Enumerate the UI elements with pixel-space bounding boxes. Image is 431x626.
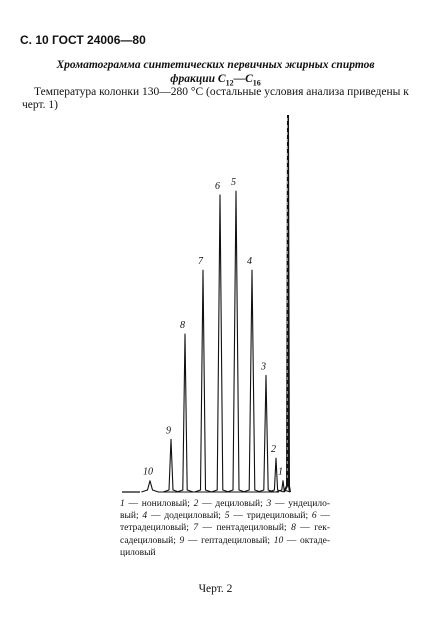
legend-text: — тридециловый; bbox=[229, 511, 312, 522]
peak-label-7: 7 bbox=[198, 256, 203, 268]
peak-10 bbox=[142, 481, 159, 492]
peak-label-9: 9 bbox=[166, 425, 171, 437]
peak-9 bbox=[163, 439, 179, 492]
peak-4 bbox=[243, 270, 261, 492]
legend-text: — додециловый; bbox=[147, 511, 225, 522]
peak-6 bbox=[211, 195, 229, 492]
legend-text: — октаде-циловый bbox=[120, 535, 330, 558]
legend-number: 3 bbox=[266, 499, 272, 509]
title-line-2-prefix: фракции С bbox=[170, 73, 226, 85]
legend-text: — тетрадециловый; bbox=[120, 511, 330, 534]
legend-number: 4 bbox=[142, 511, 148, 522]
peak-7 bbox=[195, 270, 212, 492]
legend-text: — нониловый; bbox=[124, 499, 194, 509]
page-header: С. 10 ГОСТ 24006—80 bbox=[20, 33, 146, 47]
legend-number: 5 bbox=[224, 511, 230, 522]
legend-number: 9 bbox=[179, 535, 185, 546]
peak-8 bbox=[177, 334, 193, 492]
peak-label-5: 5 bbox=[231, 177, 236, 189]
legend-text: — гек-садециловый; bbox=[120, 523, 330, 546]
title-sub-2: 16 bbox=[252, 78, 261, 88]
peak-label-2: 2 bbox=[271, 444, 276, 456]
legend-number: 1 bbox=[120, 499, 125, 509]
peak-label-10: 10 bbox=[143, 466, 153, 478]
title-dash: —С bbox=[233, 73, 253, 85]
title-line-1: Хроматограмма синтетических первичных жирных спиртов bbox=[56, 59, 375, 71]
legend-text: — ундецило-вый; bbox=[120, 499, 330, 522]
peak-label-8: 8 bbox=[180, 320, 185, 332]
legend-number: 6 bbox=[311, 511, 317, 522]
figure-label: Черт. 2 bbox=[198, 583, 233, 595]
peak-label-6: 6 bbox=[215, 180, 220, 192]
legend-number: 8 bbox=[291, 523, 296, 534]
peak-5 bbox=[227, 191, 245, 492]
peak-legend bbox=[120, 498, 330, 559]
peak-3 bbox=[258, 375, 274, 492]
legend-text: — гептадециловый; bbox=[184, 535, 274, 546]
legend-text: — дециловый; bbox=[198, 499, 267, 509]
title-sub-1: 12 bbox=[225, 78, 234, 88]
legend-number: 10 bbox=[273, 535, 284, 546]
legend-number: 7 bbox=[193, 523, 199, 534]
peak-label-3: 3 bbox=[261, 361, 266, 373]
peak-label-4: 4 bbox=[247, 256, 252, 268]
legend-text: — пентадециловый; bbox=[198, 523, 292, 534]
legend-number: 2 bbox=[193, 499, 199, 509]
analysis-conditions: Температура колонки 130—280 °С (остальные условия анализа приведены к черт. 1) bbox=[22, 86, 409, 111]
peak-label-1: 1 bbox=[278, 466, 283, 478]
